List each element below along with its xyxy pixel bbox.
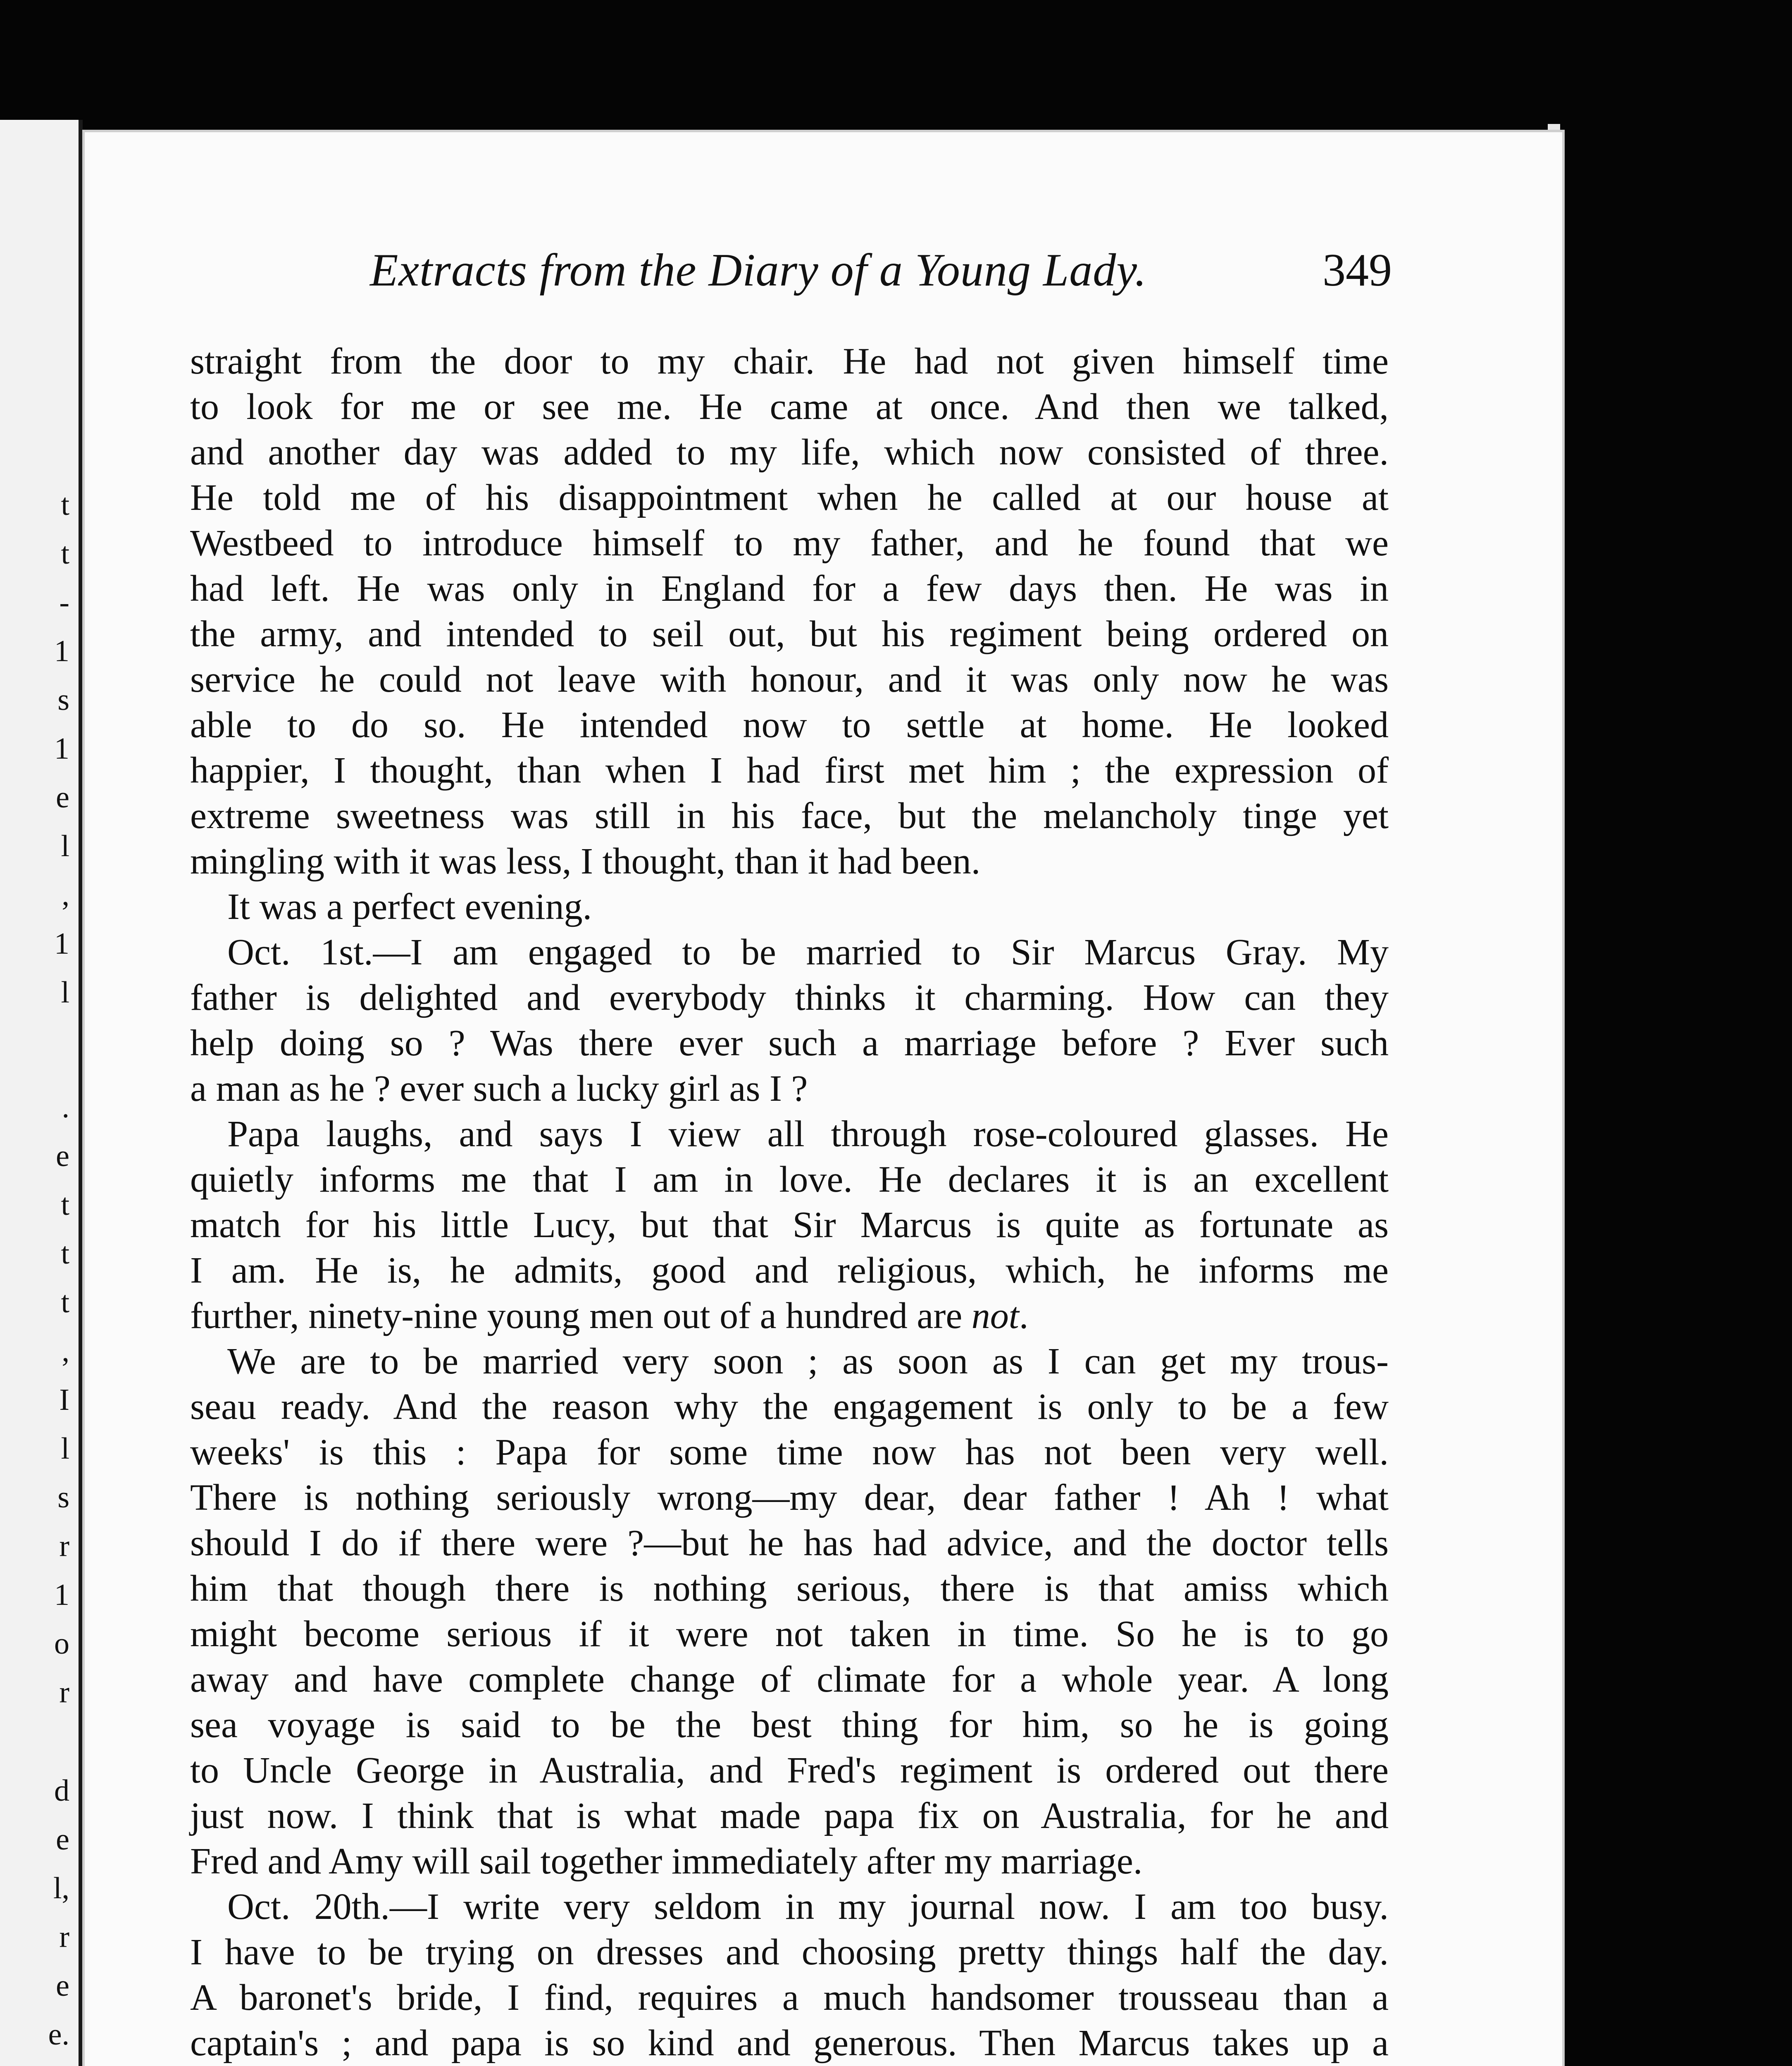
- left-page-fragments: [3, 120, 74, 2066]
- text-line: straight from the door to my chair. He had not given himself time: [190, 341, 1389, 382]
- left-page-fragment: .: [62, 1090, 69, 1124]
- diary-entry-oct-20: Oct. 20th.—I write very seldom in my journal now. I am too busy.: [227, 1886, 1389, 1927]
- text-line: able to do so. He intended now to settle at home. He looked: [190, 705, 1389, 745]
- page-number: 349: [1323, 245, 1392, 296]
- left-page-fragment: 1: [54, 927, 69, 961]
- text-line: happier, I thought, than when I had first met him ; the expression of: [190, 750, 1389, 791]
- text-line: He told me of his disappointment when he called at our house at: [190, 477, 1389, 518]
- left-page-fragment: t: [61, 488, 69, 522]
- text-line: further, ninety-nine young men out of a hundred are not.: [190, 1295, 1029, 1336]
- text-line: and another day was added to my life, which now consisted of three.: [190, 432, 1389, 473]
- text-line: to Uncle George in Australia, and Fred's regiment is ordered out there: [190, 1750, 1389, 1791]
- left-page-fragment: t: [61, 1237, 69, 1271]
- left-page-fragment: e: [56, 1139, 69, 1173]
- left-page-fragment: 1: [54, 732, 69, 766]
- text-line: quietly informs me that I am in love. He declares it is an excellent: [190, 1159, 1389, 1200]
- body-text: [190, 339, 1389, 2066]
- left-page-fragment: s: [57, 1480, 69, 1514]
- left-page-fragment: o: [54, 1627, 69, 1661]
- text-line: to look for me or see me. He came at once. And then we talked,: [190, 386, 1389, 427]
- left-page-fragment: ,: [62, 878, 69, 912]
- text-line: Fred and Amy will sail together immediately after my marriage.: [190, 1841, 1143, 1882]
- left-page-fragment: s: [57, 683, 69, 717]
- text-line: had left. He was only in England for a few days then. He was in: [190, 568, 1389, 609]
- text-line: help doing so ? Was there ever such a marriage before ? Ever such: [190, 1023, 1389, 1064]
- left-page-fragment: t: [61, 537, 69, 571]
- text-line: away and have complete change of climate for a whole year. A long: [190, 1659, 1389, 1700]
- left-page-fragment: e: [56, 1969, 69, 2003]
- text-line: weeks' is this : Papa for some time now has not been very well.: [190, 1432, 1389, 1473]
- text-line: father is delighted and everybody thinks it charming. How can they: [190, 977, 1389, 1018]
- diary-entry-oct-1: Oct. 1st.—I am engaged to be married to Sir Marcus Gray. My: [227, 932, 1389, 973]
- left-page-fragment: l: [61, 976, 69, 1009]
- text-line: match for his little Lucy, but that Sir Marcus is quite as fortunate as: [190, 1204, 1389, 1245]
- text-line: A baronet's bride, I find, requires a much handsomer trousseau than a: [190, 1977, 1389, 2018]
- left-page-fragment: e.: [48, 2018, 69, 2052]
- left-page-fragment: 1: [54, 1578, 69, 1612]
- left-page-fragment: t: [61, 1188, 69, 1222]
- left-page-fragment: ,: [62, 1334, 69, 1368]
- text-line: It was a perfect evening.: [227, 886, 592, 927]
- left-page-fragment: -: [59, 586, 69, 619]
- left-page-fragment: l: [61, 1432, 69, 1466]
- left-page-fragment: 1: [54, 634, 69, 668]
- text-line: the army, and intended to seil out, but his regiment being ordered on: [190, 614, 1389, 655]
- running-head: [85, 244, 1562, 310]
- text-line: I am. He is, he admits, good and religious, which, he informs me: [190, 1250, 1389, 1291]
- left-page-fragment: l,: [53, 1871, 69, 1905]
- text-line: extreme sweetness was still in his face, but the melancholy tinge yet: [190, 795, 1389, 836]
- text-line: seau ready. And the reason why the engagement is only to be a few: [190, 1386, 1389, 1427]
- text-line: might become serious if it were not taken in time. So he is to go: [190, 1614, 1389, 1654]
- text-line: Papa laughs, and says I view all through rose-coloured glasses. He: [227, 1114, 1389, 1154]
- left-page-fragment: d: [54, 1774, 69, 1808]
- left-page-fragment: e: [56, 1823, 69, 1857]
- text-line: There is nothing seriously wrong—my dear, dear father ! Ah ! what: [190, 1477, 1389, 1518]
- left-page-fragment: l: [61, 829, 69, 863]
- text-line: should I do if there were ?—but he has had advice, and the doctor tells: [190, 1523, 1389, 1564]
- text-line: service he could not leave with honour, and it was only now he was: [190, 659, 1389, 700]
- italic-emphasis: not: [971, 1295, 1019, 1336]
- text-line: a man as he ? ever such a lucky girl as I ?: [190, 1068, 808, 1109]
- text-line: just now. I think that is what made papa fix on Australia, for he and: [190, 1795, 1389, 1836]
- left-page-sliver: [0, 120, 83, 2066]
- text-line: I have to be trying on dresses and choosing pretty things half the day.: [190, 1932, 1389, 1973]
- text-line: him that though there is nothing serious, there is that amiss which: [190, 1568, 1389, 1609]
- running-head-title: Extracts from the Diary of a Young Lady.: [370, 245, 1147, 296]
- left-page-fragment: e: [56, 781, 69, 814]
- left-page-fragment: r: [59, 1529, 69, 1563]
- text-line: Westbeed to introduce himself to my father, and he found that we: [190, 523, 1389, 564]
- book-page: [85, 132, 1562, 2066]
- text-line: We are to be married very soon ; as soon as I can get my trous-: [227, 1341, 1389, 1382]
- text-line: captain's ; and papa is so kind and generous. Then Marcus takes up a: [190, 2023, 1389, 2064]
- left-page-fragment: t: [61, 1285, 69, 1319]
- left-page-fragment: r: [59, 1676, 69, 1709]
- left-page-fragment: I: [59, 1383, 69, 1417]
- text-line: mingling with it was less, I thought, than it had been.: [190, 841, 981, 882]
- text-line: sea voyage is said to be the best thing for him, so he is going: [190, 1704, 1389, 1745]
- left-page-fragment: r: [59, 1920, 69, 1954]
